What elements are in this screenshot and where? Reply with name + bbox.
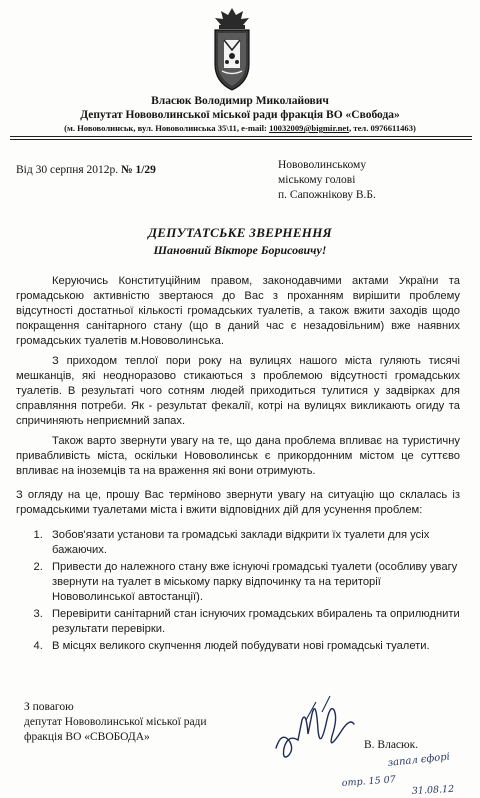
letter-body <box>16 274 460 656</box>
handnote-line-3: 31.08.12 <box>411 783 455 797</box>
city-coat-of-arms-icon <box>207 6 257 92</box>
salutation: Шановний Вікторе Борисовичу! <box>153 243 327 257</box>
body-paragraph-4: З огляду на це, прошу Вас терміново звернути увагу на ситуацію що склалась із громадськими туалетами міста і вжити відповідних дій для усунення проблем: <box>16 489 460 516</box>
request-list <box>16 528 460 654</box>
deputy-name: Власюк Володимир Миколайович <box>151 95 329 107</box>
handnote-line-2: отр. 15 07 <box>341 774 397 789</box>
deputy-title: Депутат Нововолинської міської ради фракція ВО «Свобода» <box>80 109 400 121</box>
handwritten-registration-note <box>340 752 480 798</box>
body-paragraph-3: Також варто звернути увагу на те, що дана проблема впливає на туристичну привабливість міста, оскільки Нововолинськ є прикордонним містом це суттєво впливає на іноземців та на враження які вони отримують. <box>16 435 460 477</box>
recipient-line-2: міському голові <box>278 174 356 186</box>
closing-block <box>24 700 207 745</box>
signer-name: В. Власюк. <box>364 739 419 751</box>
header-divider <box>10 136 472 137</box>
request-item: 3. Перевірити санітарний стан існуючих громадських вбиралень та оприлюднити результати перевірки. <box>46 607 460 637</box>
body-paragraph-1: Керуючись Конституційним правом, законодавчими актами України та громадською активністю звертаюся до Вас з проханням вирішити проблему відсутності достатньої кількості громадських туалетів, а також вжити заходів щодо покращення санітарного стану (що в даний час є незадовільним) вже наявних громадських туалетів м.Нововолинська. <box>16 275 460 347</box>
closing-position: депутат Нововолинської міської ради <box>24 716 207 728</box>
recipient-line-3: п. Сапожнікову В.Б. <box>278 189 376 201</box>
request-item: 1. Зобов'язати установи та громадські заклади відкрити їх туалети для усіх бажаючих. <box>46 528 460 558</box>
contact-address: (м. Нововолинськ, вул. Нововолинська 35\11, e-mail: <box>64 123 270 133</box>
request-item: 4. В місцях великого скупчення людей побудувати нові громадські туалети. <box>46 639 460 654</box>
request-item: 2. Привести до належного стану вже існуючі громадські туалети (особливу увагу звернути на туалет в міському парку відпочинку та на території Нововолинської автостанції). <box>46 560 460 605</box>
body-paragraph-2: З приходом теплої пори року на вулицях нашого міста гуляють тисячі мешканців, які неодноразово стикаються з проблемою відсутності громадських туалетів. В результаті чого сотням людей приходиться тулитися у задвірках для справляння потреби. Як - результат фекалії, котрі на вулицях викликають огиду та спричиняють неприємний запах. <box>16 355 460 427</box>
letter-reference <box>16 164 156 176</box>
contact-email-link[interactable]: 10032009@bigmir.net <box>269 123 350 133</box>
document-title: ДЕПУТАТСЬКЕ ЗВЕРНЕННЯ <box>148 225 332 240</box>
letter-number: № 1/29 <box>121 164 156 176</box>
closing-faction: фракція ВО «СВОБОДА» <box>24 731 150 743</box>
recipient-block <box>278 158 376 203</box>
recipient-line-1: Нововолинському <box>278 159 367 171</box>
header-divider-second <box>10 139 472 140</box>
deputy-contact <box>0 123 480 133</box>
letter-date: Від 30 серпня 2012р. <box>16 164 119 176</box>
closing-regards: З повагою <box>24 701 74 713</box>
handnote-line-1: запал єфорі <box>387 752 451 769</box>
contact-phone: , тел. 0976611463) <box>349 123 416 133</box>
